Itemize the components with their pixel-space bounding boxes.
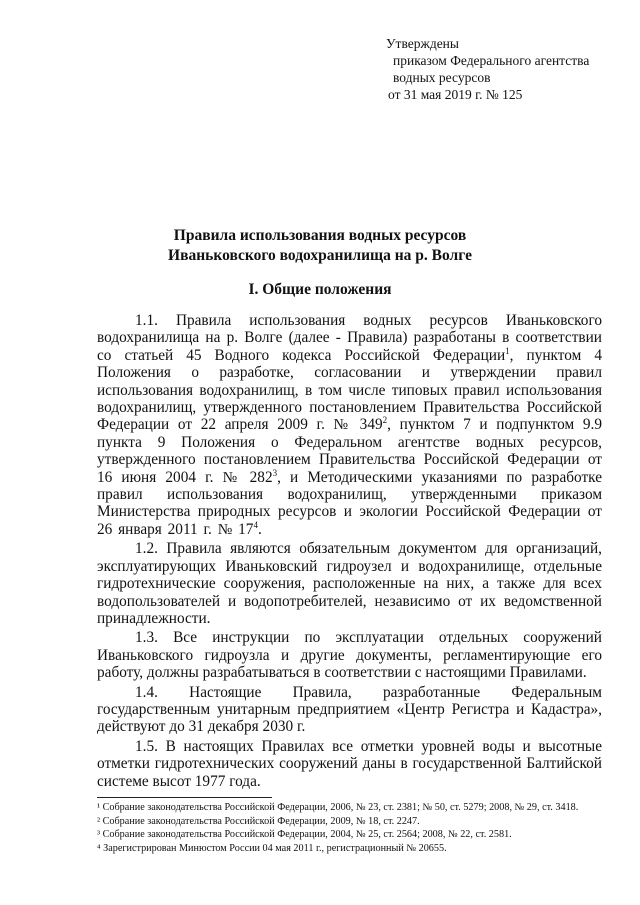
footnote-ref-2: 2 — [382, 415, 388, 426]
approval-line-agency: водных ресурсов — [393, 70, 491, 85]
section-heading: I. Общие положения — [248, 281, 392, 298]
document-body — [97, 312, 602, 792]
footnote-ref-3: 3 — [272, 467, 278, 478]
approval-stamp — [386, 35, 626, 103]
paragraph-1-1-part-c: , пунктом 7 и подпунктом 9.9 пункта 9 Положения о Федеральном агентстве водных ресурсов, утвержденного постановлением Правительства Российской Федерации от 16 июня 2004 г. № 282 — [97, 416, 603, 486]
approval-line-order: приказом Федерального агентства — [393, 53, 590, 68]
paragraph-1-1 — [97, 312, 602, 538]
approval-line-approved: Утверждены — [386, 36, 459, 51]
footnote-ref-4: 4 — [253, 519, 258, 530]
paragraph-1-2: 1.2. Правила являются обязательным документом для организаций, эксплуатирующих Иваньковский гидроузел и водохранилище, отдельные гидротехнические сооружения, расположенные на них, а также для всех водопользователей и водопотребителей, независимо от их ведомственной принадлежности. — [97, 540, 602, 627]
footnote-divider — [97, 797, 272, 798]
paragraph-1-1-part-a: 1.1. Правила использования водных ресурсов Иваньковского водохранилища на р. Волге (далее - Правила) разработаны в соответствии со статьей 45 Водного кодекса Российской Федерации — [97, 312, 602, 364]
document-title-line2: Иваньковского водохранилища на р. Волге — [168, 247, 472, 264]
paragraph-1-1-part-d: , и Методическими указаниями по разработке правил использования водохранилищ, утвержденными приказом Министерства природных ресурсов и экологии Российской Федерации от 26 января 2011 г. № 17 — [97, 468, 602, 538]
paragraph-1-5: 1.5. В настоящих Правилах все отметки уровней воды и высотные отметки гидротехнических сооружений даны в государственной Балтийской системе высот 1977 года. — [97, 737, 602, 790]
approval-line-date: от 31 мая 2019 г. № 125 — [388, 87, 523, 102]
footnote-3: ³ Собрание законодательства Российской Федерации, 2004, № 25, ст. 2564; 2008, № 22, ст. 2581. — [97, 829, 512, 840]
footnote-4: ⁴ Зарегистрирован Минюстом России 04 мая 2011 г., регистрационный № 20655. — [97, 842, 447, 854]
paragraph-1-3: 1.3. Все инструкции по эксплуатации отдельных сооружений Иваньковского гидроузла и другие документы, регламентирующие его работу, должны разрабатываться в соответствии с настоящими Правилами. — [97, 629, 602, 682]
footnote-ref-1: 1 — [505, 345, 510, 356]
document-title — [0, 226, 640, 266]
footnote-2: ² Собрание законодательства Российской Федерации, 2009, № 18, ст. 2247. — [97, 815, 420, 827]
paragraph-1-1-part-e: . — [257, 520, 262, 538]
paragraph-1-1-part-b: , пунктом 4 Положения о разработке, согласовании и утверждении правил использования водохранилищ, в том числе типовых правил использования водохранилищ, утвержденного постановлением Правительства Российской Федерации от 22 апреля 2009 г. № 349 — [97, 346, 602, 434]
document-title-line1: Правила использования водных ресурсов — [173, 227, 467, 244]
footnote-1: ¹ Собрание законодательства Российской Федерации, 2006, № 23, ст. 2381; № 50, ст. 5279; 2008, № 29, ст. 3418. — [97, 802, 579, 813]
footnotes — [97, 802, 607, 856]
paragraph-1-4: 1.4. Настоящие Правила, разработанные Федеральным государственным унитарным предприятием «Центр Регистра и Кадастра», действуют до 31 декабря 2030 г. — [97, 683, 602, 736]
